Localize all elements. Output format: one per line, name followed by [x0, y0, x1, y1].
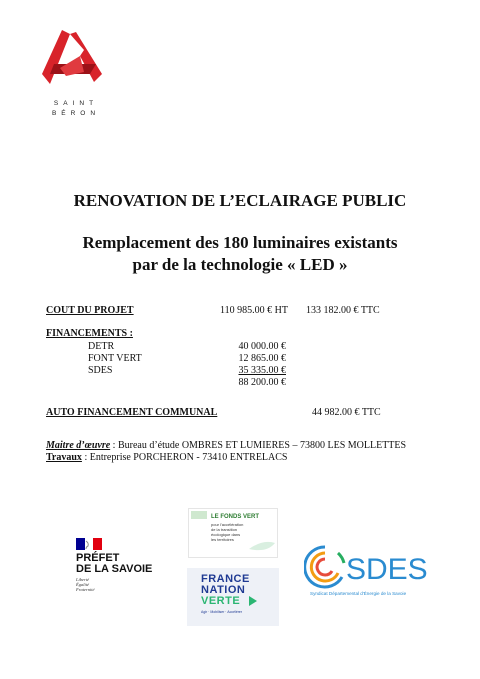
financing-item-amount: 12 865.00 € [238, 353, 286, 364]
financing-item-amount: 35 335.00 € [238, 365, 286, 376]
moe-label: Maitre d’œuvre [46, 440, 111, 451]
works-line [46, 452, 287, 463]
cost-label: COUT DU PROJET [46, 305, 134, 316]
financing-item-name: DETR [88, 341, 115, 352]
fnv-tagline: Agir · Mobiliser · Accélérer [201, 610, 243, 614]
sdes-name: SDES [346, 553, 428, 586]
fonds-vert-text-3: écologique dans [211, 532, 241, 537]
moe-line [46, 440, 406, 451]
sdes-logo [304, 543, 434, 613]
prefet-motto-2: Égalité [76, 582, 89, 587]
prefet-motto-1: Liberté [76, 577, 89, 582]
logo-shape-right [70, 32, 102, 82]
fnv-line-2: NATION [201, 584, 246, 596]
fonds-vert-text-4: les territoires [211, 537, 234, 542]
prefet-line-2: DE LA SAVOIE [76, 563, 153, 575]
prefet-motto-3: Fraternité [76, 587, 95, 592]
financing-total: 88 200.00 € [238, 377, 286, 388]
logo-text-saint: SAINT [53, 100, 99, 107]
fnv-line-3: VERTE [201, 595, 241, 607]
arrow-icon [249, 596, 263, 606]
france-nation-verte-logo [187, 568, 279, 626]
financing-item-name: SDES [88, 365, 113, 376]
fonds-vert-logo [188, 508, 278, 558]
works-label: Travaux [46, 452, 82, 463]
financing-label: FINANCEMENTS : [46, 328, 133, 339]
auto-financing-label: AUTO FINANCEMENT COMMUNAL [46, 407, 218, 418]
page-title: RENOVATION DE L’ECLAIRAGE PUBLIC [73, 191, 407, 210]
prefet-line-1: PRÉFET [76, 552, 120, 564]
auto-financing-amount: 44 982.00 € TTC [312, 407, 381, 418]
financing-item-amount: 40 000.00 € [238, 341, 286, 352]
moe-value: : Bureau d’étude OMBRES ET LUMIERES – 73800 LES MOLLETTES [110, 440, 407, 451]
marianne-flag-icon [76, 538, 102, 550]
logo-text-beron: BÉRON [51, 110, 101, 117]
subtitle-line-1: Remplacement des 180 luminaires existants [82, 233, 398, 252]
works-value: : Entreprise PORCHERON - 73410 ENTRELACS [81, 452, 288, 463]
cost-ttc: 133 182.00 € TTC [306, 305, 380, 316]
logo-shape-left [42, 30, 70, 84]
fonds-vert-text [211, 522, 243, 542]
fonds-vert-text-1: pour l'accélération [211, 522, 244, 527]
sdes-tagline: Syndicat Départemental d'Énergie de la Savoie [310, 591, 407, 596]
financing-item-name: FONT VERT [88, 353, 142, 364]
cost-ht: 110 985.00 € HT [220, 305, 288, 316]
fonds-vert-title: LE FONDS VERT [211, 514, 260, 520]
fonds-vert-text-2: de la transition [211, 527, 238, 532]
sdes-ring-icon [304, 543, 346, 597]
subtitle-line-2: par de la technologie « LED » [132, 255, 348, 274]
fnv-line-1: FRANCE [201, 573, 250, 585]
saint-beron-logo [40, 28, 106, 86]
